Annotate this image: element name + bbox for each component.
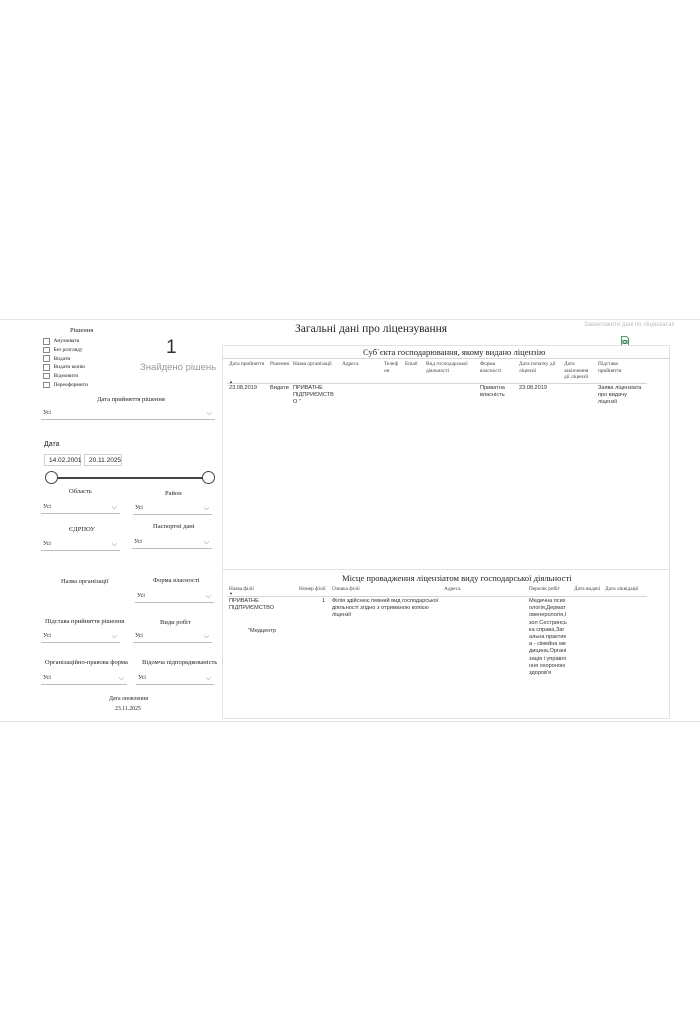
decision-option-reissue[interactable]	[43, 380, 88, 389]
date-from-input[interactable]: 14.02.2001	[44, 454, 81, 466]
col-header-license-start[interactable]: Дата початку дії ліцензії	[519, 361, 556, 374]
chevron-down-icon: ⌵	[203, 538, 209, 546]
col-header-branch-address[interactable]: Адреса	[444, 586, 461, 592]
branch-table-panel	[222, 569, 670, 719]
divider	[223, 358, 669, 359]
licensee-table-panel	[222, 345, 670, 570]
decision-checklist	[43, 337, 88, 389]
branch-table-title: Місце провадження ліцензіатом виду господарської діяльності	[342, 573, 572, 583]
cell-branch-name-cont: "Медцентр	[248, 628, 276, 634]
legal-form-dropdown[interactable]	[41, 673, 127, 685]
worktype-label: Види робіт	[160, 619, 191, 626]
date-slider-track[interactable]	[51, 477, 208, 479]
update-date-label: Дата оновлення	[109, 696, 148, 702]
col-header-branch-name[interactable]: Назва філії	[229, 586, 254, 592]
ownership-label: Форма власності	[153, 577, 200, 584]
subordination-dropdown[interactable]	[136, 673, 214, 685]
cell-ownership: Приватна власність	[480, 385, 505, 399]
col-header-ownership[interactable]: Форма власності	[480, 361, 502, 374]
report-area	[0, 319, 700, 722]
dropdown-value: Усі	[134, 539, 142, 545]
chevron-down-icon: ⌵	[203, 632, 209, 640]
passport-label: Паспортні дані	[153, 523, 195, 530]
excel-download-icon[interactable]	[621, 333, 629, 343]
col-header-works-list[interactable]: Перелік робіт	[529, 586, 560, 592]
checkbox[interactable]	[43, 364, 50, 371]
dropdown-value: Усі	[135, 505, 143, 511]
dropdown-value: Усі	[43, 633, 51, 639]
passport-dropdown[interactable]	[132, 537, 212, 549]
dropdown-value: Усі	[43, 675, 51, 681]
dropdown-value: Усі	[137, 593, 145, 599]
decision-option-no-review[interactable]	[43, 346, 88, 355]
page-title: Загальні дані про ліцензування	[295, 323, 448, 335]
chevron-down-icon: ⌵	[206, 409, 212, 417]
dropdown-value: Усі	[43, 504, 51, 510]
decision-option-issue[interactable]	[43, 354, 88, 363]
chevron-down-icon: ⌵	[111, 632, 117, 640]
cell-branch-name: ПРИВАТНЕ ПІДПРИЄМСТВО	[229, 598, 274, 612]
update-date-value: 23.11.2025	[115, 706, 141, 712]
chevron-down-icon: ⌵	[205, 674, 211, 682]
checkbox[interactable]	[43, 373, 50, 380]
download-data-link[interactable]: Завантажити дані по ліцензіатах	[584, 322, 675, 328]
region-label: Область	[69, 488, 92, 495]
dropdown-value: Усі	[43, 410, 51, 416]
col-header-phone[interactable]: Телеф он	[384, 361, 398, 374]
chevron-down-icon: ⌵	[111, 540, 117, 548]
checkbox[interactable]	[43, 338, 50, 345]
decisions-count-label: Знайдено рішень	[140, 362, 217, 373]
dropdown-value: Усі	[43, 541, 51, 547]
checkbox[interactable]	[43, 347, 50, 354]
sort-ascending-icon[interactable]: ▲	[229, 379, 233, 384]
dropdown-value: Усі	[135, 633, 143, 639]
edrpou-dropdown[interactable]	[41, 539, 120, 551]
org-name-label: Назва організації	[61, 578, 109, 585]
col-header-org-name[interactable]: Назва організації	[293, 361, 332, 367]
checkbox[interactable]	[43, 355, 50, 362]
date-slider-end-handle[interactable]	[202, 471, 215, 484]
cell-works-list: Медична психологія,Дерматовенерологія,Ізол Сестринська справа,Загальна практика - сімейна медицина,Організація і управління охороною здоров'я	[529, 598, 567, 677]
cell-org-name: ПРИВАТНЕ ПІДПРИЄМСТВ О "	[293, 385, 334, 406]
district-label: Район	[165, 490, 182, 497]
date-label: Дата	[44, 441, 60, 448]
chevron-down-icon: ⌵	[205, 592, 211, 600]
checkbox[interactable]	[43, 382, 50, 389]
header-divider	[227, 383, 647, 384]
decision-option-refuse[interactable]	[43, 372, 88, 381]
option-label: Переоформити	[53, 381, 88, 388]
licensee-table-title: Суб`єкта господарювання, якому видано ліцензію	[363, 347, 546, 357]
decisions-title: Рішення	[70, 327, 94, 334]
district-dropdown[interactable]	[133, 503, 212, 515]
cell-branch-number: 1	[322, 598, 326, 604]
col-header-issue-date[interactable]: Дата видачі	[574, 586, 601, 592]
chevron-down-icon: ⌵	[203, 504, 209, 512]
dropdown-value: Усі	[138, 675, 146, 681]
cell-decision: Видати	[270, 385, 289, 391]
ownership-dropdown[interactable]	[135, 591, 214, 603]
edrpou-label: ЄДРПОУ	[69, 526, 95, 533]
option-label: Без розгляду	[53, 347, 83, 354]
basis-label: Підстава прийняття рішення	[45, 618, 125, 625]
header-divider	[227, 596, 647, 597]
col-header-basis[interactable]: Підстава прийняття	[598, 361, 622, 374]
option-label: Анулювати	[53, 338, 80, 345]
basis-dropdown[interactable]	[41, 631, 120, 643]
cell-decision-date: 23.08.2019	[229, 385, 257, 391]
col-header-email[interactable]: Email	[405, 361, 418, 367]
decision-date-label: Дата прийняття рішення	[97, 396, 165, 403]
decision-date-dropdown[interactable]	[41, 408, 215, 420]
col-header-liquidation-date[interactable]: Дата ліквідації	[605, 586, 639, 592]
date-to-input[interactable]: 20.11.2025	[84, 454, 122, 466]
col-header-branch-number[interactable]: Номер філії	[299, 586, 326, 592]
sort-descending-icon[interactable]: ▼	[229, 591, 233, 596]
legal-form-label: Організаційно-правова форма	[45, 659, 128, 666]
worktype-dropdown[interactable]	[133, 631, 212, 643]
option-label: Видати копію	[53, 364, 86, 371]
col-header-decision-date[interactable]: Дата прийняття	[229, 361, 265, 367]
col-header-branch-sign[interactable]: Ознака філії	[332, 586, 360, 592]
col-header-activity-type[interactable]: Вид господарської діяльності	[426, 361, 468, 374]
date-slider-start-handle[interactable]	[45, 471, 58, 484]
col-header-decision[interactable]: Рішення	[270, 361, 289, 367]
subordination-label: Відомча підпорядкованість	[142, 659, 218, 666]
chevron-down-icon: ⌵	[111, 503, 117, 511]
cell-branch-sign: Філія здійснює певний вид господарської діяльності згідно з отриманою копією ліцензії	[332, 598, 439, 619]
chevron-down-icon: ⌵	[118, 674, 124, 682]
col-header-license-end[interactable]: Дата закінчення дії ліцензії	[564, 361, 589, 380]
cell-basis: Заява ліцензіата про видачу ліцензії	[598, 385, 642, 406]
region-dropdown[interactable]	[41, 502, 120, 514]
decision-option-issue-copy[interactable]	[43, 363, 88, 372]
option-label: Відмовити	[53, 373, 79, 380]
col-header-address[interactable]: Адреса	[342, 361, 359, 367]
decisions-count-value: 1	[166, 337, 177, 358]
cell-license-start: 23.08.2019	[519, 385, 547, 391]
option-label: Видати	[53, 355, 71, 362]
decision-option-annul[interactable]	[43, 337, 88, 346]
